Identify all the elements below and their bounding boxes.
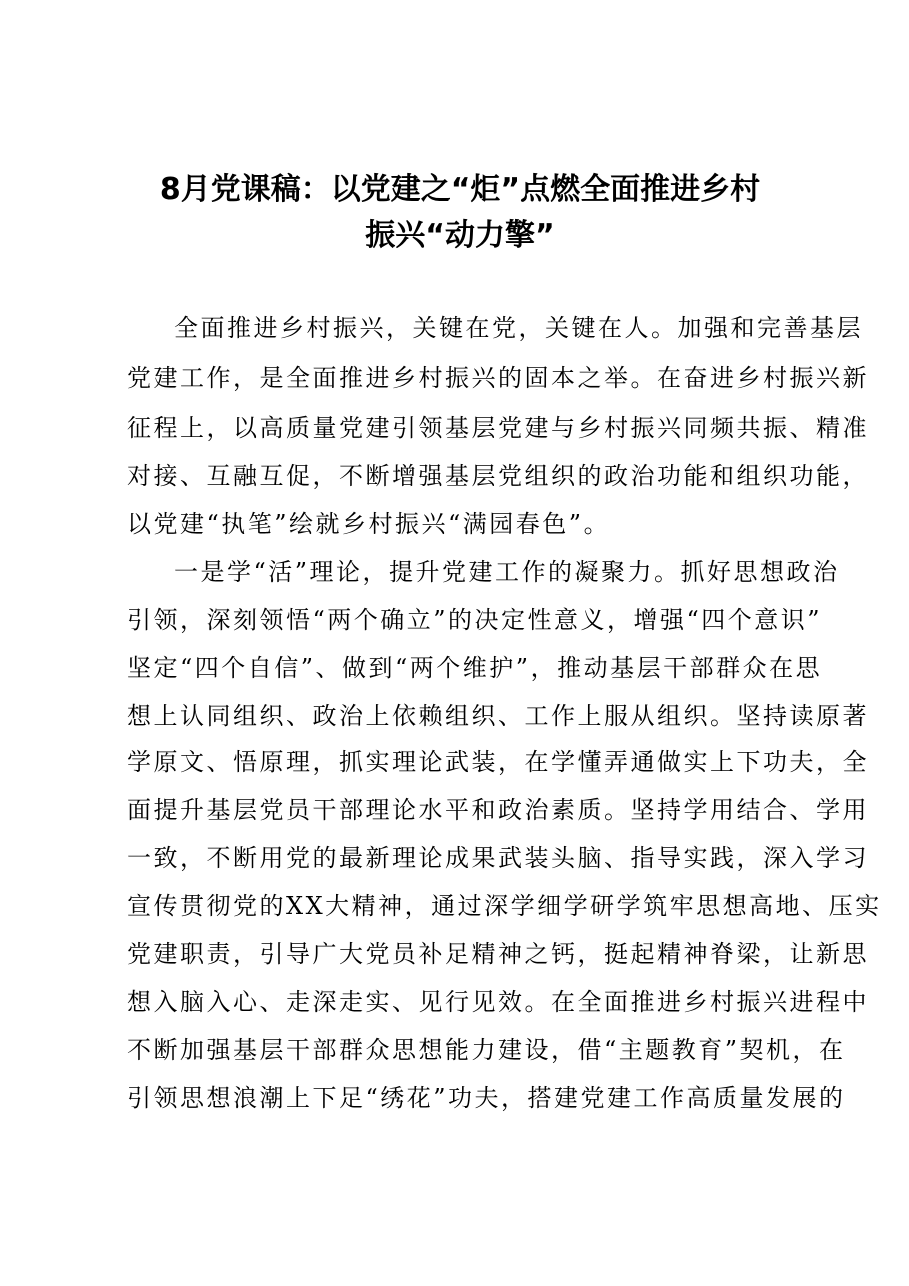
paragraph-line: 引领，深刻领悟“两个确立”的决定性意义，增强“四个意识”: [127, 606, 823, 634]
paragraph-line: 征程上，以高质量党建引领基层党建与乡村振兴同频共振、精准: [127, 414, 869, 442]
paragraph-line: 党建工作，是全面推进乡村振兴的固本之举。在奋进乡村振兴新: [127, 364, 869, 392]
paragraph-line: 全面推进乡村振兴，关键在党，关键在人。加强和完善基层: [174, 314, 863, 342]
paragraph-line: 学原文、悟原理，抓实理论武装，在学懂弄通做实上下功夫，全: [127, 748, 869, 776]
paragraph-line: 对接、互融互促，不断增强基层党组织的政治功能和组织功能，: [127, 462, 869, 490]
paragraph-line: 想上认同组织、政治上依赖组织、工作上服从组织。坚持读原著: [127, 702, 869, 730]
paragraph-line: 面提升基层党员干部理论水平和政治素质。坚持学用结合、学用: [127, 796, 869, 824]
paragraph-line: 不断加强基层干部群众思想能力建设，借“主题教育”契机，在: [127, 1036, 846, 1064]
document-title-line-1: 8月党课稿：以党建之“炬”点燃全面推进乡村: [159, 172, 761, 207]
paragraph-line: 党建职责，引导广大党员补足精神之钙，挺起精神脊梁，让新思: [127, 940, 869, 968]
paragraph-line: 想入脑入心、走深走实、见行见效。在全面推进乡村振兴进程中: [127, 988, 869, 1016]
paragraph-line: 一致，不断用党的最新理论成果武装头脑、指导实践，深入学习: [127, 844, 869, 872]
paragraph-line: 引领思想浪潮上下足“绣花”功夫，搭建党建工作高质量发展的: [127, 1084, 846, 1112]
paragraph-line: 一是学“活”理论，提升党建工作的凝聚力。抓好思想政治: [174, 558, 840, 586]
paragraph-line: 以党建“执笔”绘就乡村振兴“满园春色”。: [127, 510, 611, 538]
document-title-line-2: 振兴“动力擎”: [365, 218, 555, 253]
paragraph-line: 坚定“四个自信”、做到“两个维护”，推动基层干部群众在思: [127, 654, 823, 682]
paragraph-line: 宣传贯彻党的XX大精神，通过深学细学研学筑牢思想高地、压实: [127, 892, 882, 920]
